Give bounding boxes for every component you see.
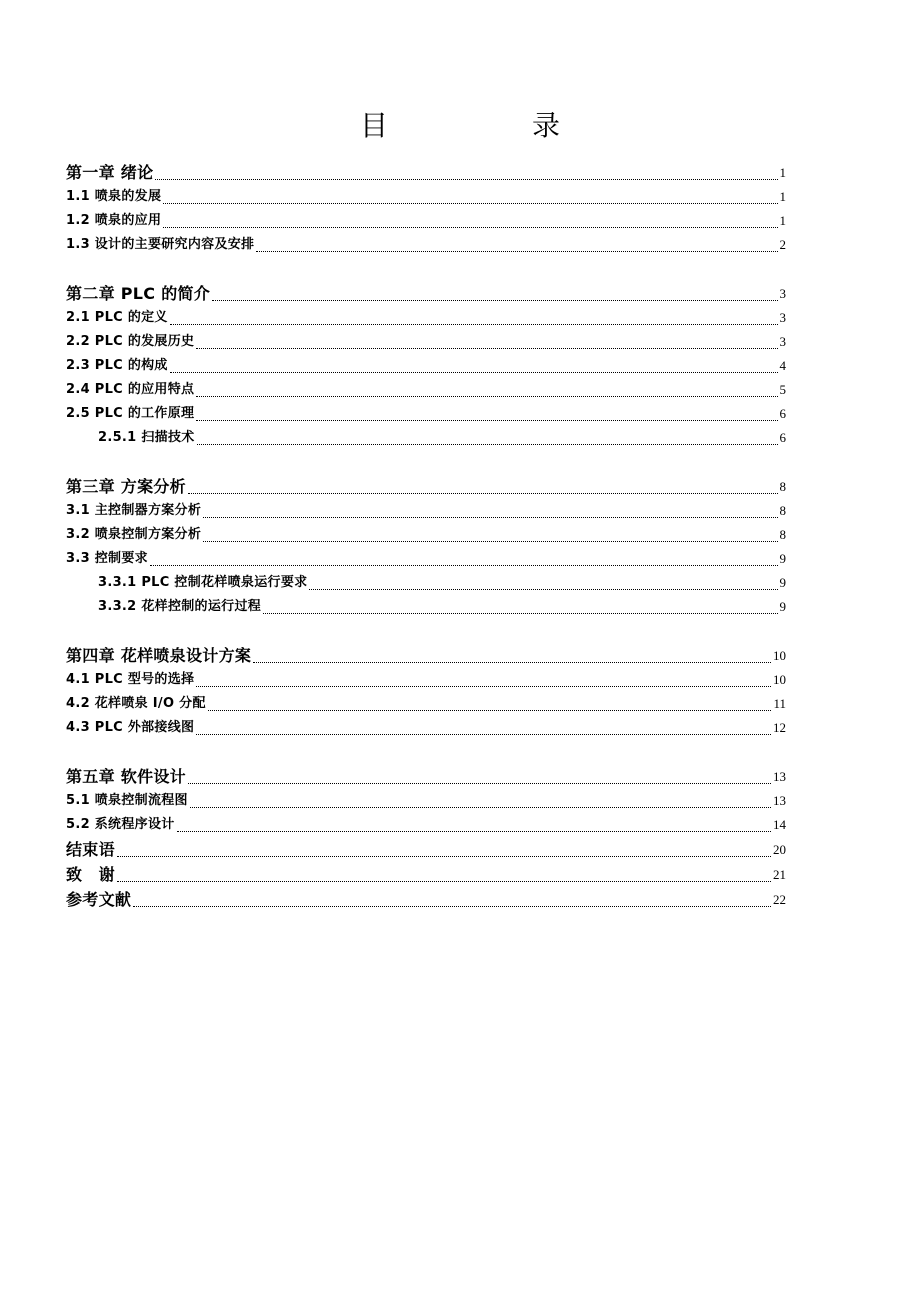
dot-leader — [309, 588, 777, 590]
toc-entry-label: 3.1 主控制器方案分析 — [66, 503, 202, 518]
dot-leader — [196, 685, 771, 687]
toc-entry-label: 3.3.2 花样控制的运行过程 — [98, 599, 262, 614]
toc-page-number: 1 — [779, 213, 786, 228]
toc-page-number: 9 — [779, 551, 786, 566]
toc-chapter-4[interactable] — [66, 643, 790, 668]
toc-entry-label: 1.2 喷泉的应用 — [66, 213, 162, 228]
toc-entry-label: 5.1 喷泉控制流程图 — [66, 793, 188, 808]
dot-leader — [163, 226, 777, 228]
toc-section-3-1[interactable] — [66, 499, 790, 523]
toc-entry-label: 第二章 PLC 的简介 — [66, 284, 211, 303]
toc-page-number: 3 — [779, 334, 786, 349]
toc-page-number: 4 — [779, 358, 786, 373]
toc-entry-label: 4.3 PLC 外部接线图 — [66, 720, 195, 735]
toc-entry-label: 1.3 设计的主要研究内容及安排 — [66, 237, 255, 252]
dot-leader — [190, 806, 771, 808]
dot-leader — [170, 371, 778, 373]
toc-page-number: 8 — [779, 527, 786, 542]
toc-entry-label: 2.5 PLC 的工作原理 — [66, 406, 195, 421]
toc-page-number: 2 — [779, 237, 786, 252]
toc-page-number: 6 — [779, 430, 786, 445]
dot-leader — [197, 443, 778, 445]
toc-chapter-3[interactable] — [66, 474, 790, 499]
toc-chapter-2[interactable] — [66, 281, 790, 306]
toc-section-4-1[interactable] — [66, 668, 790, 692]
toc-section-2-3[interactable] — [66, 354, 790, 378]
dot-leader — [117, 880, 771, 882]
toc-page-number: 1 — [779, 189, 786, 204]
toc-entry-label: 第一章 绪论 — [66, 163, 154, 182]
toc-entry-label: 第五章 软件设计 — [66, 767, 186, 786]
toc-subsection-2-5-1[interactable] — [66, 426, 790, 450]
toc-section-5-1[interactable] — [66, 789, 790, 813]
dot-leader — [170, 323, 778, 325]
toc-entry-label: 参考文献 — [66, 890, 132, 909]
dot-leader — [212, 299, 777, 301]
toc-section-2-1[interactable] — [66, 306, 790, 330]
toc-conclusion[interactable] — [66, 837, 790, 862]
toc-entry-label: 3.3 控制要求 — [66, 551, 148, 566]
toc-page-number: 13 — [773, 793, 786, 808]
toc-section-1-1[interactable] — [66, 185, 790, 209]
table-of-contents — [66, 160, 790, 912]
toc-acknowledgements[interactable] — [66, 862, 790, 887]
toc-section-3-3[interactable] — [66, 547, 790, 571]
page-title: 目 录 — [359, 109, 618, 142]
dot-leader — [133, 905, 771, 907]
spacer — [66, 619, 790, 643]
toc-page-number: 13 — [773, 769, 786, 784]
toc-section-2-4[interactable] — [66, 378, 790, 402]
toc-section-2-2[interactable] — [66, 330, 790, 354]
toc-entry-label: 2.4 PLC 的应用特点 — [66, 382, 195, 397]
toc-section-2-5[interactable] — [66, 402, 790, 426]
toc-entry-label: 2.1 PLC 的定义 — [66, 310, 168, 325]
toc-page-number: 11 — [773, 696, 786, 711]
toc-entry-label: 致 谢 — [66, 865, 115, 884]
toc-entry-label: 2.5.1 扫描技术 — [98, 430, 195, 445]
spacer — [66, 450, 790, 474]
dot-leader — [196, 419, 777, 421]
toc-entry-label: 2.3 PLC 的构成 — [66, 358, 168, 373]
toc-page-number: 5 — [779, 382, 786, 397]
toc-page-number: 21 — [773, 867, 786, 882]
toc-chapter-5[interactable] — [66, 764, 790, 789]
dot-leader — [253, 661, 771, 663]
toc-entry-label: 2.2 PLC 的发展历史 — [66, 334, 195, 349]
toc-entry-label: 4.2 花样喷泉 I/O 分配 — [66, 696, 206, 711]
toc-entry-label: 第四章 花样喷泉设计方案 — [66, 646, 252, 665]
dot-leader — [196, 733, 771, 735]
dot-leader — [256, 250, 777, 252]
toc-page-number: 6 — [779, 406, 786, 421]
toc-page-number: 8 — [779, 503, 786, 518]
toc-page-number: 1 — [779, 165, 786, 180]
toc-page-number: 12 — [773, 720, 786, 735]
toc-section-1-2[interactable] — [66, 209, 790, 233]
toc-page-number: 3 — [779, 286, 786, 301]
dot-leader — [263, 612, 777, 614]
dot-leader — [203, 516, 777, 518]
toc-entry-label: 5.2 系统程序设计 — [66, 817, 175, 832]
toc-entry-label: 4.1 PLC 型号的选择 — [66, 672, 195, 687]
toc-page-number: 8 — [779, 479, 786, 494]
toc-page-number: 9 — [779, 575, 786, 590]
toc-section-3-2[interactable] — [66, 523, 790, 547]
toc-entry-label: 3.2 喷泉控制方案分析 — [66, 527, 202, 542]
dot-leader — [163, 202, 777, 204]
toc-section-1-3[interactable] — [66, 233, 790, 257]
spacer — [66, 740, 790, 764]
toc-subsection-3-3-2[interactable] — [66, 595, 790, 619]
dot-leader — [188, 492, 778, 494]
dot-leader — [188, 782, 771, 784]
toc-page-number: 14 — [773, 817, 786, 832]
toc-entry-label: 结束语 — [66, 840, 115, 859]
dot-leader — [196, 395, 777, 397]
toc-page-number: 10 — [773, 672, 786, 687]
toc-page-number: 10 — [773, 648, 786, 663]
toc-section-4-3[interactable] — [66, 716, 790, 740]
toc-references[interactable] — [66, 887, 790, 912]
toc-page-number: 22 — [773, 892, 786, 907]
dot-leader — [203, 540, 777, 542]
toc-page-number: 9 — [779, 599, 786, 614]
toc-section-5-2[interactable] — [66, 813, 790, 837]
toc-entry-label: 1.1 喷泉的发展 — [66, 189, 162, 204]
toc-entry-label: 3.3.1 PLC 控制花样喷泉运行要求 — [98, 575, 308, 590]
dot-leader — [155, 178, 777, 180]
dot-leader — [150, 564, 778, 566]
dot-leader — [208, 709, 772, 711]
toc-page-number: 3 — [779, 310, 786, 325]
dot-leader — [177, 830, 771, 832]
toc-page-number: 20 — [773, 842, 786, 857]
toc-chapter-1[interactable] — [66, 160, 790, 185]
toc-subsection-3-3-1[interactable] — [66, 571, 790, 595]
toc-entry-label: 第三章 方案分析 — [66, 477, 186, 496]
spacer — [66, 257, 790, 281]
toc-section-4-2[interactable] — [66, 692, 790, 716]
dot-leader — [117, 855, 771, 857]
dot-leader — [196, 347, 777, 349]
